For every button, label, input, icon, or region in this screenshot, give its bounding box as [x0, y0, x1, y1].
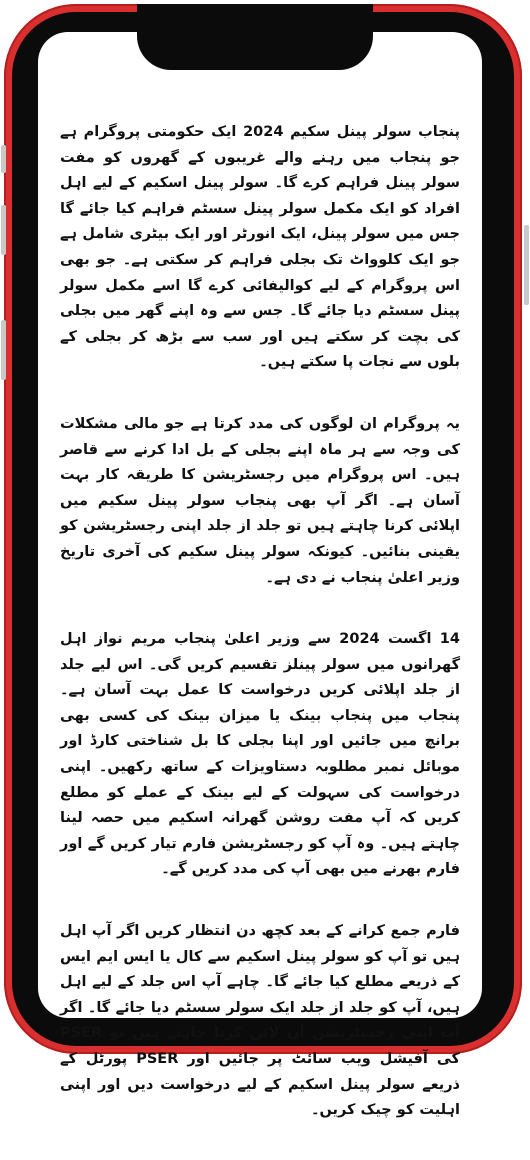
article-body — [60, 120, 460, 1160]
article-paragraph-2: یہ پروگرام ان لوگوں کی مدد کرتا ہے جو مالی مشکلات کی وجہ سے ہر ماہ اپنے بجلی کے بل ادا کرنے سے قاصر ہیں۔ اس پروگرام میں رجسٹریشن کا طریقہ کار بہت آسان ہے۔ اگر آپ بھی پنجاب سولر پینل سکیم میں اپلائی کرنا چاہتے ہیں تو جلد از جلد اپنی رجسٹریشن کو یقینی بنائیں۔ کیونکہ سولر پینل سکیم کی آخری تاریخ وزیر اعلیٰ پنجاب نے دی ہے۔ — [60, 415, 460, 586]
article-paragraph-1: پنجاب سولر پینل سکیم 2024 ایک حکومتی پروگرام ہے جو پنجاب میں رہنے والے غریبوں کے گھروں کو مفت سولر پینل فراہم کرے گا۔ سولر پینل اسکیم کے لیے اہل افراد کو ایک مکمل سولر پینل سسٹم فراہم کیا جائے گا جس میں سولر پینل، ایک انورٹر اور ایک بیٹری شامل ہے جو ایک کلوواٹ تک بجلی فراہم کر سکتی ہے۔ جو بھی اس پروگرام کے لیے کوالیفائی کرے گا اسے مکمل سولر پینل سسٹم دیا جائے گا۔ جس سے وہ اپنے گھر میں بجلی کی بچت کر سکتے ہیں اور سب سے بڑھ کر بجلی کے بلوں سے نجات پا سکتے ہیں۔ — [60, 124, 461, 371]
power-button — [524, 225, 529, 305]
silent-switch — [1, 145, 6, 173]
volume-down-button — [1, 320, 6, 380]
article-paragraph-4: فارم جمع کرانے کے بعد کچھ دن انتظار کریں اگر آپ اہل ہیں تو آپ کو سولر پینل اسکیم سے کال یا ایس ایم ایس کے ذریعے مطلع کیا جائے گا۔ چاہے آپ اس جلد کے لیے اہل ہیں، آپ کو جلد از جلد ایک سولر سسٹم دیا جائے گا۔ اگر آپ اپنی رجسٹریشن آن لائن کرنا چاہتے ہیں تو PSER کی آفیشل ویب سائٹ پر جائیں اور PSER پورٹل کے ذریعے سولر پینل اسکیم کے لیے درخواست دیں اور اپنی اہلیت کو چیک کریں۔ — [60, 923, 460, 1119]
article-paragraph-3: 14 اگست 2024 سے وزیر اعلیٰ پنجاب مریم نواز اہل گھرانوں میں سولر پینلز تقسیم کریں گی۔ اس لیے جلد از جلد اپلائی کریں درخواست کا عمل بہت آسان ہے۔ پنجاب میں پنجاب بینک یا میزان بینک کی کسی بھی برانچ میں جائیں اور اپنا بجلی کا بل شناختی کارڈ اور موبائل نمبر مطلوبہ دستاویزات کے ساتھ رکھیں۔ اپنی درخواست کی سہولت کے لیے بینک کے عملے کو مطلع کریں کہ آپ مفت روشن گھرانہ اسکیم میں حصہ لینا چاہتے ہیں۔ وہ آپ کو رجسٹریشن فارم تیار کریں گے اور فارم بھرنے میں بھی آپ کی مدد کریں گے۔ — [60, 631, 460, 878]
phone-notch — [137, 4, 373, 70]
volume-up-button — [1, 205, 6, 255]
phone-screen — [38, 32, 482, 1119]
